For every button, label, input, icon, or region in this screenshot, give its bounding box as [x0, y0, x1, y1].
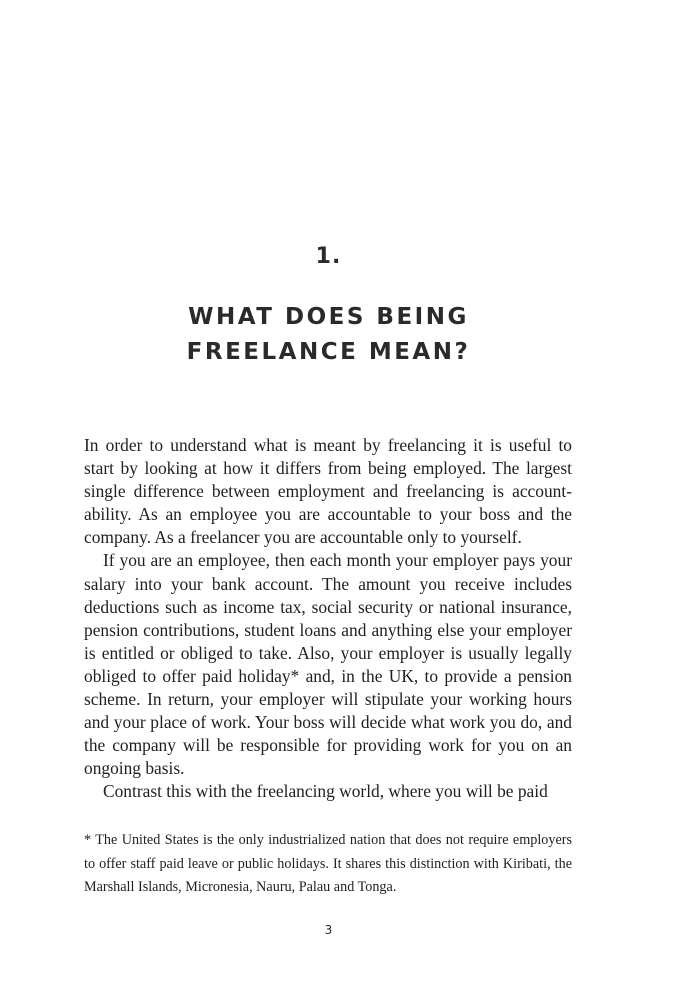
chapter-number: 1.: [315, 244, 342, 269]
chapter-title-line-1: WHAT DOES BEING: [188, 304, 469, 330]
chapter-title-line-2: FREELANCE MEAN?: [186, 339, 471, 365]
body-text: [84, 434, 572, 804]
paragraph-1: In order to understand what is meant by freelancing it is useful to start by looking at how it differs from being employed. The largest single difference between employment and freelancing is accountability. As an employee you are accountable to your boss and the company. As a freelancer you are accountable only to yourself.: [84, 435, 572, 548]
paragraph-2: If you are an employee, then each month your employer pays your salary into your bank account. The amount you receive includes deductions such as income tax, social security or national insurance, pension contributions, student loans and anything else your employer is entitled or obliged to take. Also, your employer is usually legally obliged to offer paid holiday* and, in the UK, to provide a pension scheme. In return, your employer will stipulate your working hours and your place of work. Your boss will decide what work you do, and the company will be responsible for providing work for you on an ongoing basis.: [84, 550, 572, 779]
page-number: 3: [324, 923, 333, 937]
chapter-title: [0, 300, 657, 370]
footnote: * The United States is the only industrialized nation that does not require employers to offer staff paid leave or public holidays. It shares this distinction with Kiribati, the Marshall Islands, Micronesia, Nauru, Palau and Tonga.: [84, 832, 572, 895]
paragraph-3: Contrast this with the freelancing world, where you will be paid: [103, 781, 548, 802]
